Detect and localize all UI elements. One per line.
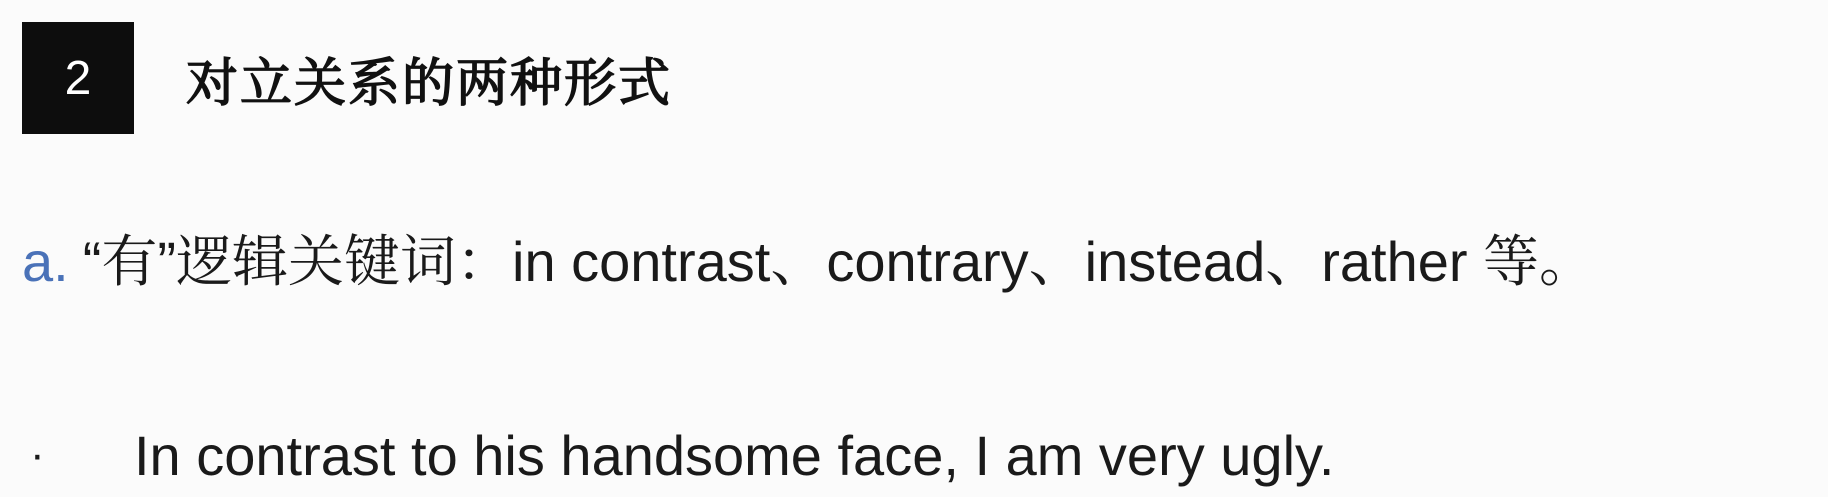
example-text: In contrast to his handsome face, I am very ugly. xyxy=(134,424,1335,487)
section-title: 对立关系的两种形式 xyxy=(186,54,673,113)
section-heading xyxy=(22,22,672,134)
example-line xyxy=(30,417,1334,494)
bullet-icon: · xyxy=(30,430,45,479)
point-line xyxy=(22,222,1595,302)
section-number-badge: 2 xyxy=(22,22,134,134)
point-marker: a. xyxy=(22,230,69,293)
point-text: “有”逻辑关键词：in contrast、contrary、instead、rather 等。 xyxy=(82,230,1596,293)
